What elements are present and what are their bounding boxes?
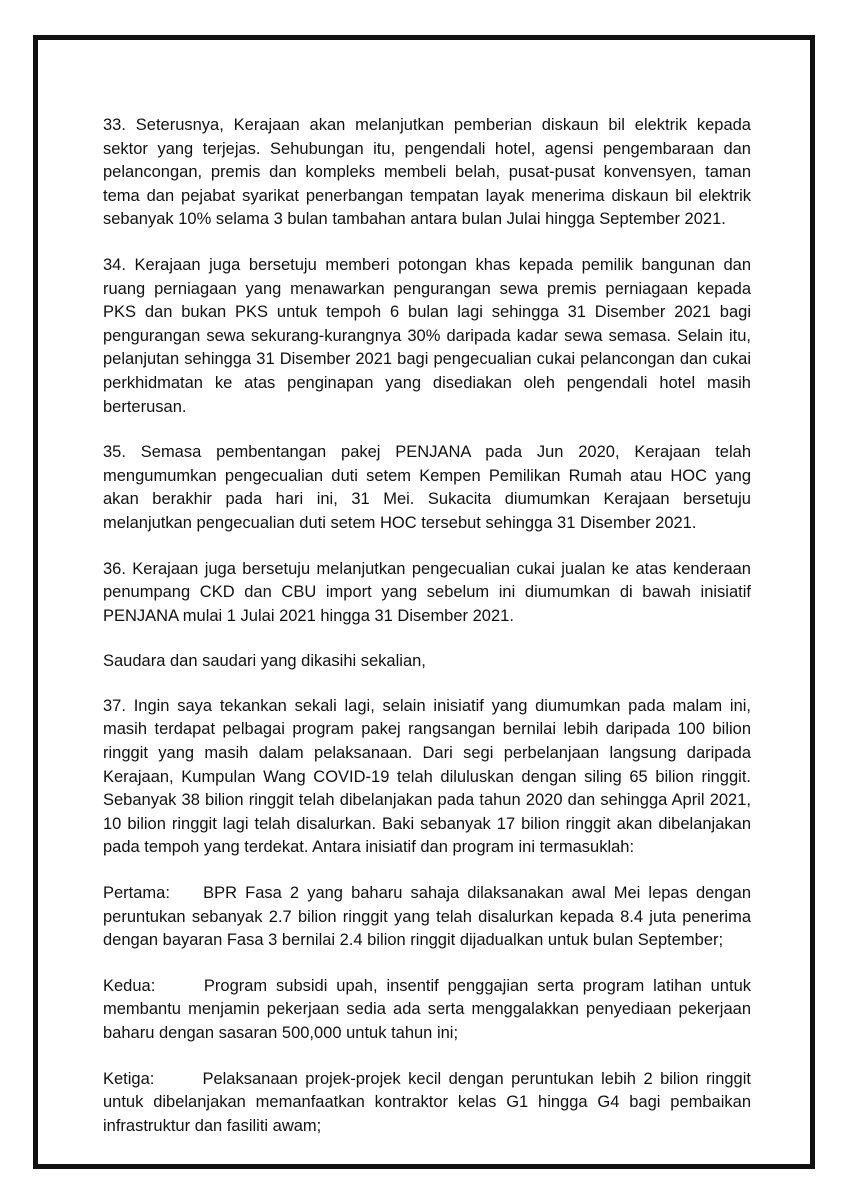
- paragraph-33: 33. Seterusnya, Kerajaan akan melanjutkan pemberian diskaun bil elektrik kepada sektor yang terjejas. Sehubungan itu, pengendali hotel, agensi pengembaraan dan pelancongan, premis dan kompleks membeli belah, pusat-pusat konvensyen, taman tema dan pejabat syarikat penerbangan tempatan layak menerima diskaun bil elektrik sebanyak 10% selama 3 bulan tambahan antara bulan Julai hingga September 2021.: [103, 116, 751, 229]
- paragraph-36: 36. Kerajaan juga bersetuju melanjutkan pengecualian cukai jualan ke atas kenderaan penumpang CKD dan CBU import yang sebelum ini diumumkan di bawah inisiatif PENJANA mulai 1 Julai 2021 hingga 31 Disember 2021.: [103, 559, 751, 625]
- list-item-kedua: [103, 975, 751, 1046]
- list-item-label: Pertama:: [103, 884, 170, 903]
- paragraph-37: 37. Ingin saya tekankan sekali lagi, selain inisiatif yang diumumkan pada malam ini, masih terdapat pelbagai program pakej rangsangan bernilai lebih daripada 100 bilion ringgit yang masih dalam pelaksanaan. Dari segi perbelanjaan langsung daripada Kerajaan, Kumpulan Wang COVID-19 telah diluluskan dengan siling 65 bilion ringgit. Sebanyak 38 bilion ringgit telah dibelanjakan pada tahun 2020 dan sehingga April 2021, 10 bilion ringgit lagi telah disalurkan. Baki sebanyak 17 bilion ringgit akan dibelanjakan pada tempoh yang terdekat. Antara inisiatif dan program ini termasuklah:: [103, 696, 751, 857]
- list-item-text: Program subsidi upah, insentif penggajian serta program latihan untuk membantu menjamin pekerjaan sedia ada serta menggalakkan penyediaan pekerjaan baharu dengan sasaran 500,000 untuk tahun ini;: [103, 976, 751, 1042]
- list-item-pertama: [103, 882, 751, 953]
- list-item-label: Ketiga:: [103, 1069, 155, 1088]
- list-item-ketiga: [103, 1068, 751, 1139]
- paragraph-35: 35. Semasa pembentangan pakej PENJANA pada Jun 2020, Kerajaan telah mengumumkan pengecualian duti setem Kempen Pemilikan Rumah atau HOC yang akan berakhir pada hari ini, 31 Mei. Sukacita diumumkan Kerajaan bersetuju melanjutkan pengecualian duti setem HOC tersebut sehingga 31 Disember 2021.: [103, 443, 751, 532]
- list-item-text: BPR Fasa 2 yang baharu sahaja dilaksanakan awal Mei lepas dengan peruntukan sebanyak 2.7 bilion ringgit yang telah disalurkan kepada 8.4 juta penerima dengan bayaran Fasa 3 bernilai 2.4 bilion ringgit dijadualkan untuk bulan September;: [103, 884, 752, 950]
- document-body: [103, 114, 751, 1160]
- list-item-text: Pelaksanaan projek-projek kecil dengan peruntukan lebih 2 bilion ringgit untuk dibelanjakan memanfaatkan kontraktor kelas G1 hingga G4 bagi pembaikan infrastruktur dan fasiliti awam;: [103, 1069, 751, 1135]
- list-item-label: Kedua:: [103, 976, 156, 995]
- salutation: Saudara dan saudari yang dikasihi sekalian,: [103, 652, 426, 671]
- paragraph-34: 34. Kerajaan juga bersetuju memberi potongan khas kepada pemilik bangunan dan ruang perniagaan yang menawarkan pengurangan sewa premis perniagaan kepada PKS dan bukan PKS untuk tempoh 6 bulan lagi sehingga 31 Disember 2021 bagi pengurangan sewa sekurang-kurangnya 30% daripada kadar sewa semasa. Selain itu, pelanjutan sehingga 31 Disember 2021 bagi pengecualian cukai pelancongan dan cukai perkhidmatan ke atas penginapan yang disediakan oleh pengendali hotel masih berterusan.: [103, 255, 751, 416]
